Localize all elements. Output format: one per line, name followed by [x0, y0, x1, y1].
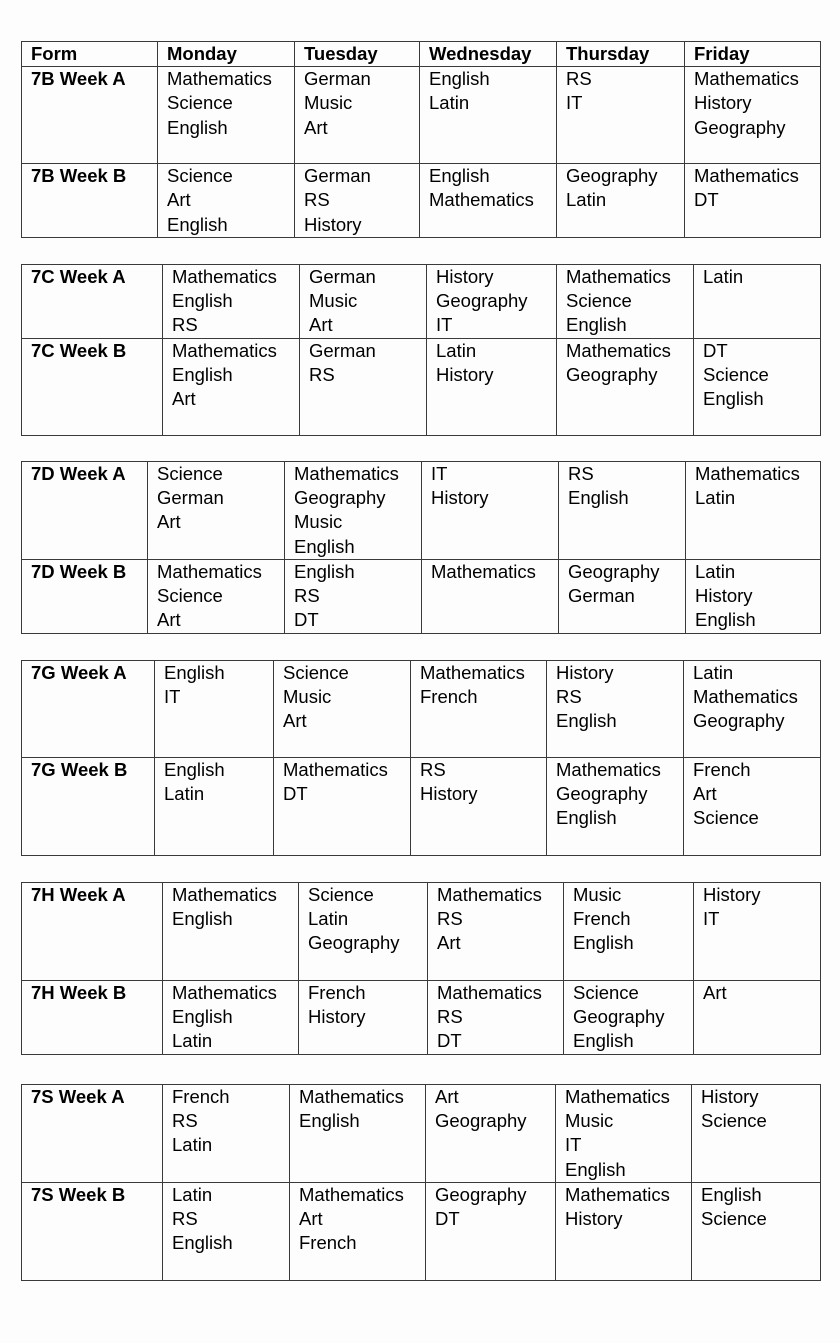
subject: English — [172, 1232, 233, 1254]
header-wednesday: Wednesday — [420, 42, 557, 67]
subject: Mathematics — [431, 561, 536, 582]
subject: German — [304, 165, 371, 187]
subject: English — [164, 662, 225, 683]
lesson-cell-tuesday — [285, 560, 422, 634]
subject: IT — [565, 1134, 582, 1156]
subject: DT — [294, 609, 319, 631]
lesson-cell-monday — [155, 661, 274, 758]
subject: RS — [437, 908, 463, 930]
header-friday: Friday — [685, 42, 821, 67]
subject: History — [703, 884, 761, 905]
subject: Latin — [429, 92, 470, 114]
lesson-cell-thursday — [557, 164, 685, 238]
subject: Art — [283, 710, 307, 732]
subject: Geography — [435, 1110, 527, 1132]
subject: History — [695, 585, 753, 607]
form-cell: 7S Week B — [22, 1183, 163, 1281]
subject: English — [566, 314, 627, 336]
subject: Mathematics — [437, 982, 542, 1003]
subject: Science — [157, 585, 223, 607]
subject: Geography — [694, 116, 786, 138]
subject: History — [420, 783, 478, 805]
form-cell: 7B Week B — [22, 164, 158, 238]
subject: Science — [167, 92, 233, 114]
lesson-cell-tuesday — [290, 1085, 426, 1183]
subject: History — [701, 1086, 759, 1107]
subject: Geography — [556, 783, 648, 805]
subject: Latin — [703, 266, 744, 287]
table-row — [22, 339, 821, 436]
subject: Art — [172, 388, 196, 410]
subject: Latin — [172, 1184, 213, 1205]
timetable-7d — [21, 461, 821, 634]
subject: German — [568, 585, 635, 607]
lesson-cell-friday — [694, 265, 821, 339]
subject: IT — [164, 686, 181, 708]
lesson-cell-wednesday — [420, 164, 557, 238]
table-row — [22, 265, 821, 339]
subject: Mathematics — [566, 340, 671, 361]
lesson-cell-friday — [692, 1183, 821, 1281]
form-cell: 7C Week A — [22, 265, 163, 339]
lesson-cell-tuesday — [299, 981, 428, 1055]
lesson-cell-tuesday — [285, 462, 422, 560]
lesson-cell-wednesday — [411, 661, 547, 758]
subject: English — [294, 535, 355, 557]
subject: English — [167, 116, 228, 138]
lesson-cell-monday — [158, 164, 295, 238]
subject: English — [299, 1110, 360, 1132]
subject: RS — [172, 1110, 198, 1132]
table-row — [22, 981, 821, 1055]
lesson-cell-thursday — [564, 981, 694, 1055]
lesson-cell-thursday — [559, 560, 686, 634]
lesson-cell-thursday — [559, 462, 686, 560]
subject: Latin — [693, 662, 734, 683]
form-cell: 7H Week A — [22, 883, 163, 981]
subject: History — [565, 1208, 623, 1230]
subject: Latin — [566, 189, 607, 211]
subject: Mathematics — [299, 1184, 404, 1205]
lesson-cell-wednesday — [427, 339, 557, 436]
lesson-cell-wednesday — [422, 560, 559, 634]
lesson-cell-wednesday — [428, 883, 564, 981]
lesson-cell-tuesday — [295, 67, 420, 164]
subject: Music — [565, 1110, 614, 1132]
lesson-cell-wednesday — [422, 462, 559, 560]
subject: Mathematics — [556, 759, 661, 780]
lesson-cell-monday — [148, 560, 285, 634]
subject: RS — [420, 759, 446, 780]
form-cell: 7D Week B — [22, 560, 148, 634]
subject: French — [308, 982, 366, 1003]
subject: Geography — [294, 487, 386, 509]
subject: History — [304, 213, 362, 235]
timetable-7b — [21, 41, 821, 238]
timetable-7s — [21, 1084, 821, 1281]
subject: Art — [435, 1086, 459, 1107]
subject: French — [693, 759, 751, 780]
subject: RS — [172, 1208, 198, 1230]
lesson-cell-tuesday — [274, 661, 411, 758]
header-monday: Monday — [158, 42, 295, 67]
subject: Latin — [436, 340, 477, 361]
subject: Music — [294, 511, 343, 533]
subject: Art — [437, 932, 461, 954]
subject: English — [429, 68, 490, 90]
lesson-cell-friday — [686, 560, 821, 634]
subject: English — [556, 710, 617, 732]
subject: Mathematics — [429, 189, 534, 211]
table-row — [22, 1085, 821, 1183]
subject: French — [420, 686, 478, 708]
subject: Mathematics — [172, 982, 277, 1003]
subject: English — [701, 1184, 762, 1205]
subject: Mathematics — [172, 266, 277, 287]
subject: DT — [283, 783, 308, 805]
subject: Mathematics — [294, 463, 399, 484]
table-row — [22, 758, 821, 856]
subject: Mathematics — [693, 686, 798, 708]
table-row — [22, 883, 821, 981]
subject: Geography — [308, 932, 400, 954]
subject: Latin — [308, 908, 349, 930]
lesson-cell-monday — [163, 1085, 290, 1183]
lesson-cell-wednesday — [426, 1183, 556, 1281]
subject: Geography — [573, 1006, 665, 1028]
subject: Art — [157, 609, 181, 631]
lesson-cell-thursday — [547, 661, 684, 758]
form-cell: 7C Week B — [22, 339, 163, 436]
lesson-cell-wednesday — [411, 758, 547, 856]
form-cell: 7G Week B — [22, 758, 155, 856]
lesson-cell-friday — [685, 67, 821, 164]
subject: DT — [694, 189, 719, 211]
lesson-cell-thursday — [556, 1085, 692, 1183]
lesson-cell-friday — [686, 462, 821, 560]
subject: Mathematics — [420, 662, 525, 683]
subject: Science — [703, 364, 769, 386]
subject: IT — [566, 92, 583, 114]
subject: Mathematics — [283, 759, 388, 780]
subject: History — [436, 266, 494, 287]
subject: Mathematics — [695, 463, 800, 484]
subject: Latin — [695, 487, 736, 509]
lesson-cell-tuesday — [295, 164, 420, 238]
lesson-cell-monday — [163, 339, 300, 436]
lesson-cell-monday — [155, 758, 274, 856]
lesson-cell-thursday — [557, 265, 694, 339]
subject: History — [556, 662, 614, 683]
table-row — [22, 1183, 821, 1281]
timetable-7g — [21, 660, 821, 856]
lesson-cell-thursday — [556, 1183, 692, 1281]
subject: Geography — [568, 561, 660, 582]
subject: Latin — [164, 783, 205, 805]
subject: RS — [566, 68, 592, 90]
lesson-cell-monday — [163, 1183, 290, 1281]
subject: English — [172, 364, 233, 386]
subject: English — [164, 759, 225, 780]
subject: German — [304, 68, 371, 90]
lesson-cell-monday — [163, 883, 299, 981]
lesson-cell-tuesday — [274, 758, 411, 856]
subject: English — [172, 908, 233, 930]
subject: IT — [436, 314, 453, 336]
table-row — [22, 67, 821, 164]
subject: German — [309, 266, 376, 287]
lesson-cell-friday — [684, 758, 821, 856]
subject: IT — [703, 908, 720, 930]
lesson-cell-wednesday — [428, 981, 564, 1055]
subject: IT — [431, 463, 448, 484]
subject: English — [556, 807, 617, 829]
subject: English — [167, 213, 228, 235]
subject: Mathematics — [157, 561, 262, 582]
subject: Science — [566, 290, 632, 312]
subject: RS — [304, 189, 330, 211]
lesson-cell-thursday — [564, 883, 694, 981]
subject: Science — [701, 1110, 767, 1132]
subject: Art — [157, 511, 181, 533]
subject: Latin — [172, 1134, 213, 1156]
lesson-cell-friday — [694, 883, 821, 981]
table-row — [22, 560, 821, 634]
header-thursday: Thursday — [557, 42, 685, 67]
timetable-7c — [21, 264, 821, 436]
subject: Geography — [566, 165, 658, 187]
subject: Music — [283, 686, 332, 708]
lesson-cell-thursday — [557, 67, 685, 164]
subject: Geography — [435, 1184, 527, 1205]
lesson-cell-monday — [163, 265, 300, 339]
subject: Mathematics — [299, 1086, 404, 1107]
subject: Mathematics — [172, 884, 277, 905]
subject: Music — [573, 884, 622, 905]
subject: DT — [703, 340, 728, 361]
form-cell: 7G Week A — [22, 661, 155, 758]
header-tuesday: Tuesday — [295, 42, 420, 67]
header-form: Form — [22, 42, 158, 67]
lesson-cell-friday — [684, 661, 821, 758]
form-cell: 7S Week A — [22, 1085, 163, 1183]
subject: German — [309, 340, 376, 361]
subject: Mathematics — [437, 884, 542, 905]
subject: English — [695, 609, 756, 631]
subject: English — [172, 290, 233, 312]
subject: Latin — [172, 1030, 213, 1052]
subject: RS — [309, 364, 335, 386]
subject: RS — [437, 1006, 463, 1028]
subject: Mathematics — [167, 68, 272, 90]
table-row — [22, 661, 821, 758]
lesson-cell-wednesday — [420, 67, 557, 164]
subject: English — [294, 561, 355, 582]
subject: Mathematics — [565, 1086, 670, 1107]
table-row — [22, 462, 821, 560]
subject: English — [429, 165, 490, 187]
subject: Science — [283, 662, 349, 683]
subject: Mathematics — [565, 1184, 670, 1205]
header-row — [22, 42, 821, 67]
table-row — [22, 164, 821, 238]
lesson-cell-friday — [694, 339, 821, 436]
subject: Mathematics — [566, 266, 671, 287]
lesson-cell-tuesday — [299, 883, 428, 981]
subject: Science — [701, 1208, 767, 1230]
subject: Science — [573, 982, 639, 1003]
subject: French — [299, 1232, 357, 1254]
lesson-cell-friday — [694, 981, 821, 1055]
form-cell: 7H Week B — [22, 981, 163, 1055]
subject: German — [157, 487, 224, 509]
lesson-cell-wednesday — [426, 1085, 556, 1183]
subject: Music — [309, 290, 358, 312]
form-cell: 7B Week A — [22, 67, 158, 164]
form-cell: 7D Week A — [22, 462, 148, 560]
subject: Science — [157, 463, 223, 484]
lesson-cell-thursday — [557, 339, 694, 436]
subject: Art — [304, 116, 328, 138]
lesson-cell-friday — [685, 164, 821, 238]
subject: English — [568, 487, 629, 509]
subject: Art — [167, 189, 191, 211]
subject: Art — [299, 1208, 323, 1230]
subject: Mathematics — [694, 165, 799, 187]
subject: Science — [308, 884, 374, 905]
subject: History — [308, 1006, 366, 1028]
lesson-cell-tuesday — [300, 265, 427, 339]
subject: Art — [703, 982, 727, 1003]
subject: Geography — [566, 364, 658, 386]
lesson-cell-tuesday — [290, 1183, 426, 1281]
subject: RS — [294, 585, 320, 607]
subject: Geography — [436, 290, 528, 312]
subject: History — [431, 487, 489, 509]
lesson-cell-monday — [158, 67, 295, 164]
subject: Art — [693, 783, 717, 805]
lesson-cell-thursday — [547, 758, 684, 856]
subject: Geography — [693, 710, 785, 732]
subject: Latin — [695, 561, 736, 582]
subject: Mathematics — [172, 340, 277, 361]
lesson-cell-tuesday — [300, 339, 427, 436]
subject: English — [573, 932, 634, 954]
subject: Music — [304, 92, 353, 114]
subject: English — [172, 1006, 233, 1028]
subject: History — [694, 92, 752, 114]
subject: Art — [309, 314, 333, 336]
subject: History — [436, 364, 494, 386]
timetable-7h — [21, 882, 821, 1055]
subject: RS — [568, 463, 594, 484]
subject: RS — [172, 314, 198, 336]
lesson-cell-monday — [148, 462, 285, 560]
subject: Science — [693, 807, 759, 829]
subject: RS — [556, 686, 582, 708]
subject: DT — [437, 1030, 462, 1052]
lesson-cell-friday — [692, 1085, 821, 1183]
lesson-cell-monday — [163, 981, 299, 1055]
subject: English — [565, 1158, 626, 1180]
lesson-cell-wednesday — [427, 265, 557, 339]
subject: Mathematics — [694, 68, 799, 90]
subject: French — [573, 908, 631, 930]
subject: Science — [167, 165, 233, 187]
subject: DT — [435, 1208, 460, 1230]
subject: English — [573, 1030, 634, 1052]
subject: French — [172, 1086, 230, 1107]
subject: English — [703, 388, 764, 410]
